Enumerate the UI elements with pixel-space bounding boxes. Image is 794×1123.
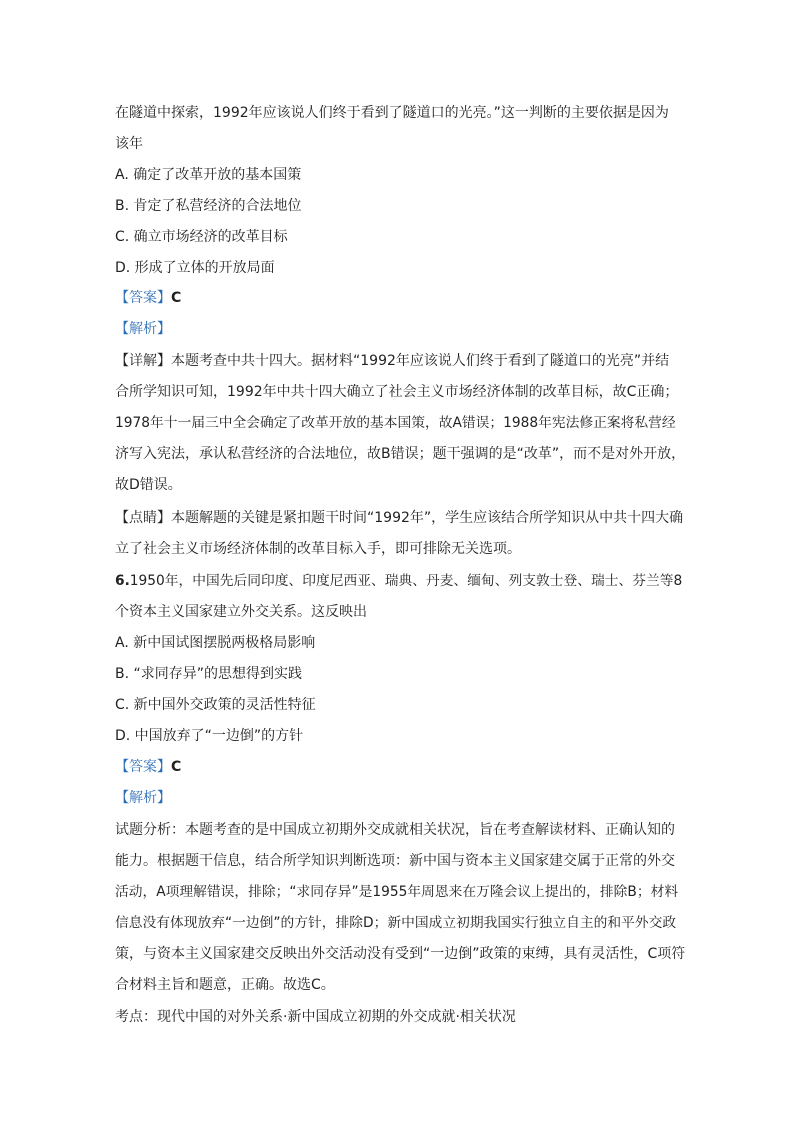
q5-detail-line-1: 【详解】本题考查中共十四大。据材料“1992年应该说人们终于看到了隧道口的光亮”并结	[115, 353, 670, 369]
q5-stem-line-2: 该年	[115, 136, 143, 152]
q6-answer	[115, 757, 181, 777]
q6-option-c: C. 新中国外交政策的灵活性特征	[115, 697, 316, 713]
q6-option-a: A. 新中国试图摆脱两极格局影响	[115, 635, 316, 651]
q5-answer	[115, 288, 181, 308]
q6-option-d: D. 中国放弃了“一边倒”的方针	[115, 728, 304, 744]
answer-tag: 【答案】	[115, 290, 171, 306]
tip-tag: 【点睛】	[115, 510, 171, 526]
q6-analysis-tag: 【解析】	[115, 790, 171, 806]
q5-analysis-tag: 【解析】	[115, 321, 171, 337]
q5-option-d: D. 形成了立体的开放局面	[115, 260, 275, 276]
q5-tip-line-1: 【点睛】本题解题的关键是紧扣题干时间“1992年”，学生应该结合所学知识从中共十四大确	[115, 510, 684, 526]
answer-tag: 【答案】	[115, 759, 171, 775]
q6-analysis-line-2: 能力。根据题干信息，结合所学知识判断选项：新中国与资本主义国家建交属于正常的外交	[115, 853, 675, 869]
q6-analysis-line-6: 合材料主旨和题意，正确。故选C。	[115, 977, 335, 993]
q6-analysis-line-5: 策，与资本主义国家建交反映出外交活动没有受到“一边倒”政策的束缚，具有灵活性，C项符	[115, 946, 686, 962]
q6-stem-line-1: 6.1950年，中国先后同印度、印度尼西亚、瑞典、丹麦、缅甸、列支敦士登、瑞士、芬兰等8	[115, 573, 683, 589]
q5-option-a: A. 确定了改革开放的基本国策	[115, 167, 302, 183]
q6-analysis-line-3: 活动，A项理解错误，排除；“求同存异”是1955年周恩来在万隆会议上提出的，排除B；材料	[115, 884, 679, 900]
q5-option-c: C. 确立市场经济的改革目标	[115, 229, 288, 245]
q6-option-b: B. “求同存异”的思想得到实践	[115, 666, 303, 682]
answer-value: C	[171, 290, 182, 306]
q5-tip-line-2: 立了社会主义市场经济体制的改革目标入手，即可排除无关选项。	[115, 541, 521, 557]
q5-detail-line-4: 济写入宪法，承认私营经济的合法地位，故B错误；题干强调的是“改革”，而不是对外开放，	[115, 446, 686, 462]
q5-detail-line-2: 合所学知识可知，1992年中共十四大确立了社会主义市场经济体制的改革目标，故C正确；	[115, 384, 679, 400]
answer-value: C	[171, 759, 182, 775]
q5-detail-line-3: 1978年十一届三中全会确定了改革开放的基本国策，故A错误；1988年宪法修正案将私营经	[115, 415, 676, 431]
q6-analysis-line-1: 试题分析：本题考查的是中国成立初期外交成就相关状况，旨在考查解读材料、正确认知的	[115, 822, 675, 838]
q5-option-b: B. 肯定了私营经济的合法地位	[115, 198, 302, 214]
q5-detail-line-5: 故D错误。	[115, 477, 182, 493]
q6-stem-line-2: 个资本主义国家建立外交关系。这反映出	[115, 604, 367, 620]
detail-tag: 【详解】	[115, 353, 171, 369]
question-number: 6.	[115, 573, 130, 589]
q5-stem-line-1: 在隧道中探索，1992年应该说人们终于看到了隧道口的光亮。”这一判断的主要依据是因为	[115, 105, 669, 121]
q6-kaodian: 考点：现代中国的对外关系·新中国成立初期的外交成就·相关状况	[115, 1009, 516, 1025]
q6-analysis-line-4: 信息没有体现放弃“一边倒”的方针，排除D；新中国成立初期我国实行独立自主的和平外交政	[115, 915, 677, 931]
